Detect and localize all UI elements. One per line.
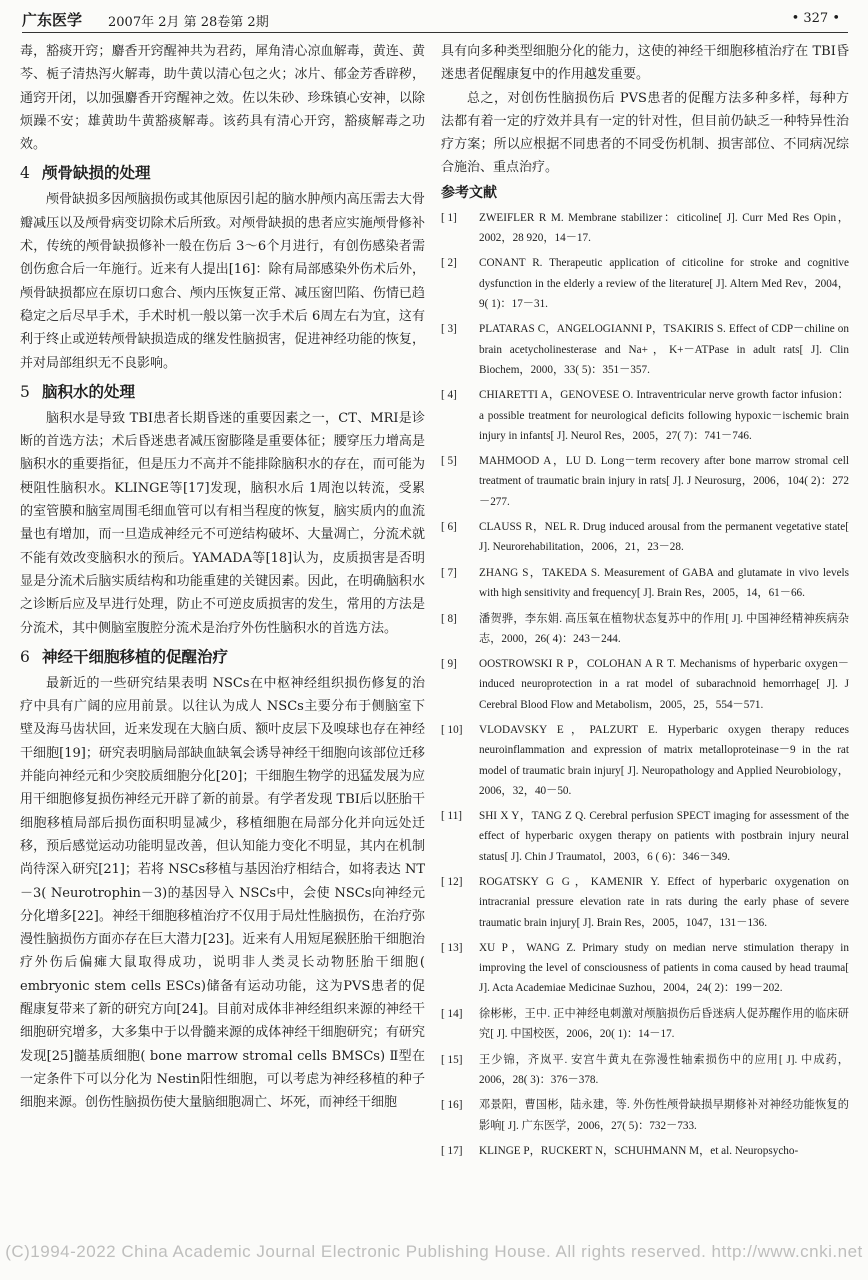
reference-item <box>441 1004 849 1044</box>
reference-text: 潘贺骅，李东娟. 高压氧在植物状态复苏中的作用[ J]. 中国神经精神疾病杂志，2000，26( 4)：243－244. <box>479 612 849 645</box>
reference-text: MAHMOOD A，LU D. Long－term recovery after bone marrow stromal cell treatment of traumatic brain injury in rats[ J]. J Neurosurg，2006，104( 2)：272－277. <box>479 455 849 508</box>
paragraph-stem-cells: 最新近的一些研究结果表明 NSCs在中枢神经组织损伤修复的治疗中具有广阔的应用前景。以往认为成人 NSCs主要分布于侧脑室下壁及海马齿状回，近来发现在大脑白质、额叶皮层下及嗅球也存在神经干细胞[19]；研究表明脑局部缺血缺氧会诱导神经干细胞向该部位迁移并能向神经元和少突胶质细胞分化[20]；干细胞生物学的迅猛发展为应用干细胞修复损伤神经元开辟了新的前景。有学者发现 TBI后以胚胎干细胞移植局部后损伤面积明显减少，移植细胞在局部分化并向远处迁移，预后感觉运动功能明显改善，但认知能力变化不明显，其内在机制尚待深入研究[21]；若将 NSCs移植与基因治疗相结合，如将表达 NT－3( Neurotrophin－3)的基因导入 NSCs中，会使 NSCs向神经元分化增多[22]。神经干细胞移植治疗不仅用于局灶性脑损伤，在治疗弥漫性脑损伤方面亦存在巨大潜力[23]。近来有人用短尾猴胚胎干细胞治疗外伤后偏瘫大鼠取得成功，说明非人类灵长动物胚胎干细胞( embryonic stem cells ESCs)储备有运动功能，这为PVS患者的促醒康复带来了新的研究方向[24]。目前对成体非神经组织来源的神经干细胞研究增多，大多集中于以骨髓来源的成体神经干细胞研究；有研究发现[25]髓基质细胞( bone marrow stromal cells BMSCs) Ⅱ型在一定条件下可以分化为 Nestin阳性细胞，可以考虑为神经移植的种子细胞来源。创伤性脑损伤使大量脑细胞凋亡、坏死，而神经干细胞 <box>20 675 425 1111</box>
section-number: 6 <box>20 647 30 666</box>
reference-text: 邓景阳，曹国彬，陆永建，等. 外伤性颅骨缺损早期修补对神经功能恢复的影响[ J]. 广东医学，2006，27( 5)：732－733. <box>479 1099 849 1132</box>
paragraph-continued: 具有向多种类型细胞分化的能力，这使的神经干细胞移植治疗在 TBI昏迷患者促醒康复中的作用越发重要。 <box>441 44 849 83</box>
reference-number: [ 9] <box>441 658 457 671</box>
reference-item <box>441 720 849 801</box>
reference-text: ZWEIFLER R M. Membrane stabilizer：citicoline[ J]. Curr Med Res Opin，2002，28 920，14－17. <box>479 211 849 244</box>
reference-text: ROGATSKY G G，KAMENIR Y. Effect of hyperbaric oxygenation on intracranial pressure elevation rate in rats during the early phase of severe traumatic brain injury[ J]. Brain Res，2005，1047，131－136. <box>479 876 849 929</box>
reference-text: 王少锦，齐岚平. 安宫牛黄丸在弥漫性轴索损伤中的应用[ J]. 中成药，2006，28( 3)：376－378. <box>479 1053 849 1086</box>
section-number: 4 <box>20 164 30 183</box>
left-column <box>20 40 425 1114</box>
reference-text: OOSTROWSKI R P，COLOHAN A R T. Mechanisms of hyperbaric oxygen－induced neuroprotection in a rat model of subarachnoid hemorrhage[ J]. J Cerebral Blood Flow and Metabolism，2005，25，554－571. <box>479 658 849 711</box>
reference-text: SHI X Y，TANG Z Q. Cerebral perfusion SPECT imaging for assessment of the effect of hyperbaric oxygen therapy on patients with postbrain injury neural status[ J]. Chin J Traumatol，2003，6 ( 6)：346－349. <box>479 810 849 863</box>
issue-info: 2007年 2月 第 28卷第 2期 <box>108 15 269 30</box>
reference-number: [ 5] <box>441 455 457 468</box>
reference-number: [ 10] <box>441 724 463 737</box>
journal-name: 广东医学 <box>22 11 83 29</box>
reference-item <box>441 253 849 314</box>
reference-number: [ 12] <box>441 876 463 889</box>
section-title: 颅骨缺损的处理 <box>42 164 151 183</box>
header-rule <box>22 32 848 33</box>
section-number: 5 <box>20 382 30 401</box>
reference-text: CHIARETTI A，GENOVESE O. Intraventricular nerve growth factor infusion：a possible treatment for neurological deficits following hypoxic－ischemic brain injury in infants[ J]. Neurol Res，2005，27( 7)：741－746. <box>479 389 849 442</box>
reference-list <box>441 208 849 1161</box>
copyright-watermark: (C)1994-2022 China Academic Journal Electronic Publishing House. All rights reserved. http://www.cnki.net <box>5 1242 863 1261</box>
reference-item <box>441 1095 849 1135</box>
reference-number: [ 6] <box>441 521 457 534</box>
running-header <box>22 6 848 32</box>
paragraph-intro: 毒，豁痰开窍；麝香开窍醒神共为君药，犀角清心凉血解毒，黄连、黄芩、栀子清热泻火解毒，助牛黄以清心包之火；冰片、郁金芳香辟秽，通窍开闭，以加强麝香开窍醒神之效。佐以朱砂、珍珠镇心安神，以除烦躁不安；雄黄助牛黄豁痰解毒。该药具有清心开窍，豁痰解毒之功效。 <box>20 44 425 153</box>
reference-item <box>441 563 849 603</box>
reference-item <box>441 319 849 380</box>
reference-item <box>441 1141 849 1161</box>
reference-number: [ 1] <box>441 211 457 224</box>
reference-item <box>441 208 849 248</box>
reference-number: [ 14] <box>441 1007 463 1020</box>
reference-text: 徐彬彬，王中. 正中神经电刺激对颅脑损伤后昏迷病人促苏醒作用的临床研究[ J]. 中国校医，2006，20( 1)：14－17. <box>479 1007 849 1041</box>
reference-item <box>441 1050 849 1090</box>
section-title: 神经干细胞移植的促醒治疗 <box>42 647 229 666</box>
reference-text: ZHANG S，TAKEDA S. Measurement of GABA and glutamate in vivo levels with high sensitivity and frequency[ J]. Brain Res，2005，14，61－66. <box>479 566 849 600</box>
right-column <box>441 40 849 1167</box>
reference-item <box>441 654 849 715</box>
section-heading-4 <box>20 162 425 184</box>
paragraph-summary: 总之，对创伤性脑损伤后 PVS患者的促醒方法多种多样，每种方法都有着一定的疗效并具有一定的针对性，但目前仍缺乏一种特异性治疗方案；所以应根据不同患者的不同受伤机制、损害部位、不同病况综合施治、重点治疗。 <box>441 90 849 176</box>
reference-number: [ 16] <box>441 1099 463 1112</box>
section-heading-6 <box>20 646 425 668</box>
paragraph-hydrocephalus: 脑积水是导致 TBI患者长期昏迷的重要因素之一，CT、MRI是诊断的首选方法；术后昏迷患者减压窗膨隆是重要体征；腰穿压力增高是脑积水的重要指征，但是压力不高并不能排除脑积水的存在，而可能为梗阻性脑积水。KLINGE等[17]发现，脑积水后 1周泡以转流，受累的室管膜和脑室周围毛细血管可以有相当程度的恢复，脑实质内的血流量也有增加，而一旦造成神经元不可逆结构破坏、大量凋亡，分流术就不能有效改变脑积水的预后。YAMADA等[18]认为，皮质损害是否明显是分流术后脑实质结构和功能重建的关键因素。因此，在明确脑积水之诊断后应及早进行处理，防止不可逆皮质损害的发生，常用的方法是分流术，其中侧脑室腹腔分流术是治疗外伤性脑积水的首选方法。 <box>20 410 425 636</box>
reference-text: KLINGE P，RUCKERT N，SCHUHMANN M，et al. Neuropsycho- <box>479 1145 799 1158</box>
reference-number: [ 8] <box>441 612 457 625</box>
reference-item <box>441 451 849 512</box>
reference-item <box>441 609 849 649</box>
reference-number: [ 17] <box>441 1145 463 1158</box>
section-title: 脑积水的处理 <box>42 382 136 401</box>
paragraph-skull-defect: 颅骨缺损多因颅脑损伤或其他原因引起的脑水肿颅内高压需去大骨瓣减压以及颅骨病变切除术后所致。对颅骨缺损的患者应实施颅骨修补术，传统的颅骨缺损修补一般在伤后 3～6个月进行，有创伤感染者需创伤愈合后一年施行。近来有人提出[16]：除有局部感染外伤术后外，颅骨缺损都应在原切口愈合、颅内压恢复正常、减压窗凹陷、伤情已趋稳定之后尽早手术，手术时机一般以第一次手术后 6周左右为宜，这有利于终止或逆转颅骨缺损造成的继发性脑损害，促进神经功能的恢复，并对局部组织无不良影响。 <box>20 192 425 371</box>
reference-number: [ 7] <box>441 566 457 579</box>
reference-text: PLATARAS C，ANGELOGIANNI P，TSAKIRIS S. Effect of CDP－chiline on brain acetycholinesterase and Na+，K+－ATPase in adult rats[ J]. Clin Biochem，2000，33( 5)：351－357. <box>479 323 849 376</box>
references-heading: 参考文献 <box>441 184 497 201</box>
reference-number: [ 15] <box>441 1053 463 1066</box>
reference-number: [ 13] <box>441 942 463 955</box>
reference-number: [ 4] <box>441 389 457 402</box>
reference-item <box>441 806 849 867</box>
reference-item <box>441 938 849 999</box>
reference-text: XU P，WANG Z. Primary study on median nerve stimulation therapy in improving the level of consciousness of patients in coma caused by head trauma[ J]. Acta Academiae Medicinae Suzhou，2004，24( 2)：199－202. <box>479 942 849 995</box>
reference-number: [ 3] <box>441 323 457 336</box>
section-heading-5 <box>20 381 425 403</box>
reference-item <box>441 517 849 557</box>
reference-item <box>441 385 849 446</box>
page-number: • 327 • <box>791 11 840 26</box>
reference-text: VLODAVSKY E，PALZURT E. Hyperbaric oxygen therapy reduces neuroinflammation and expression of matrix metalloproteinase－9 in the rat model of traumatic brain injury[ J]. Neuropathology and Applied Neurobiology，2006，32，40－50. <box>479 724 849 797</box>
reference-item <box>441 872 849 933</box>
reference-number: [ 11] <box>441 810 463 823</box>
reference-number: [ 2] <box>441 257 457 270</box>
reference-text: CLAUSS R，NEL R. Drug induced arousal from the permanent vegetative state[ J]. Neurorehabilitation，2006，21，23－28. <box>479 521 849 554</box>
reference-text: CONANT R. Therapeutic application of citicoline for stroke and cognitive dysfunction in the elderly a review of the literature[ J]. Altern Med Rev，2004，9( 1)：17－31. <box>479 257 849 310</box>
